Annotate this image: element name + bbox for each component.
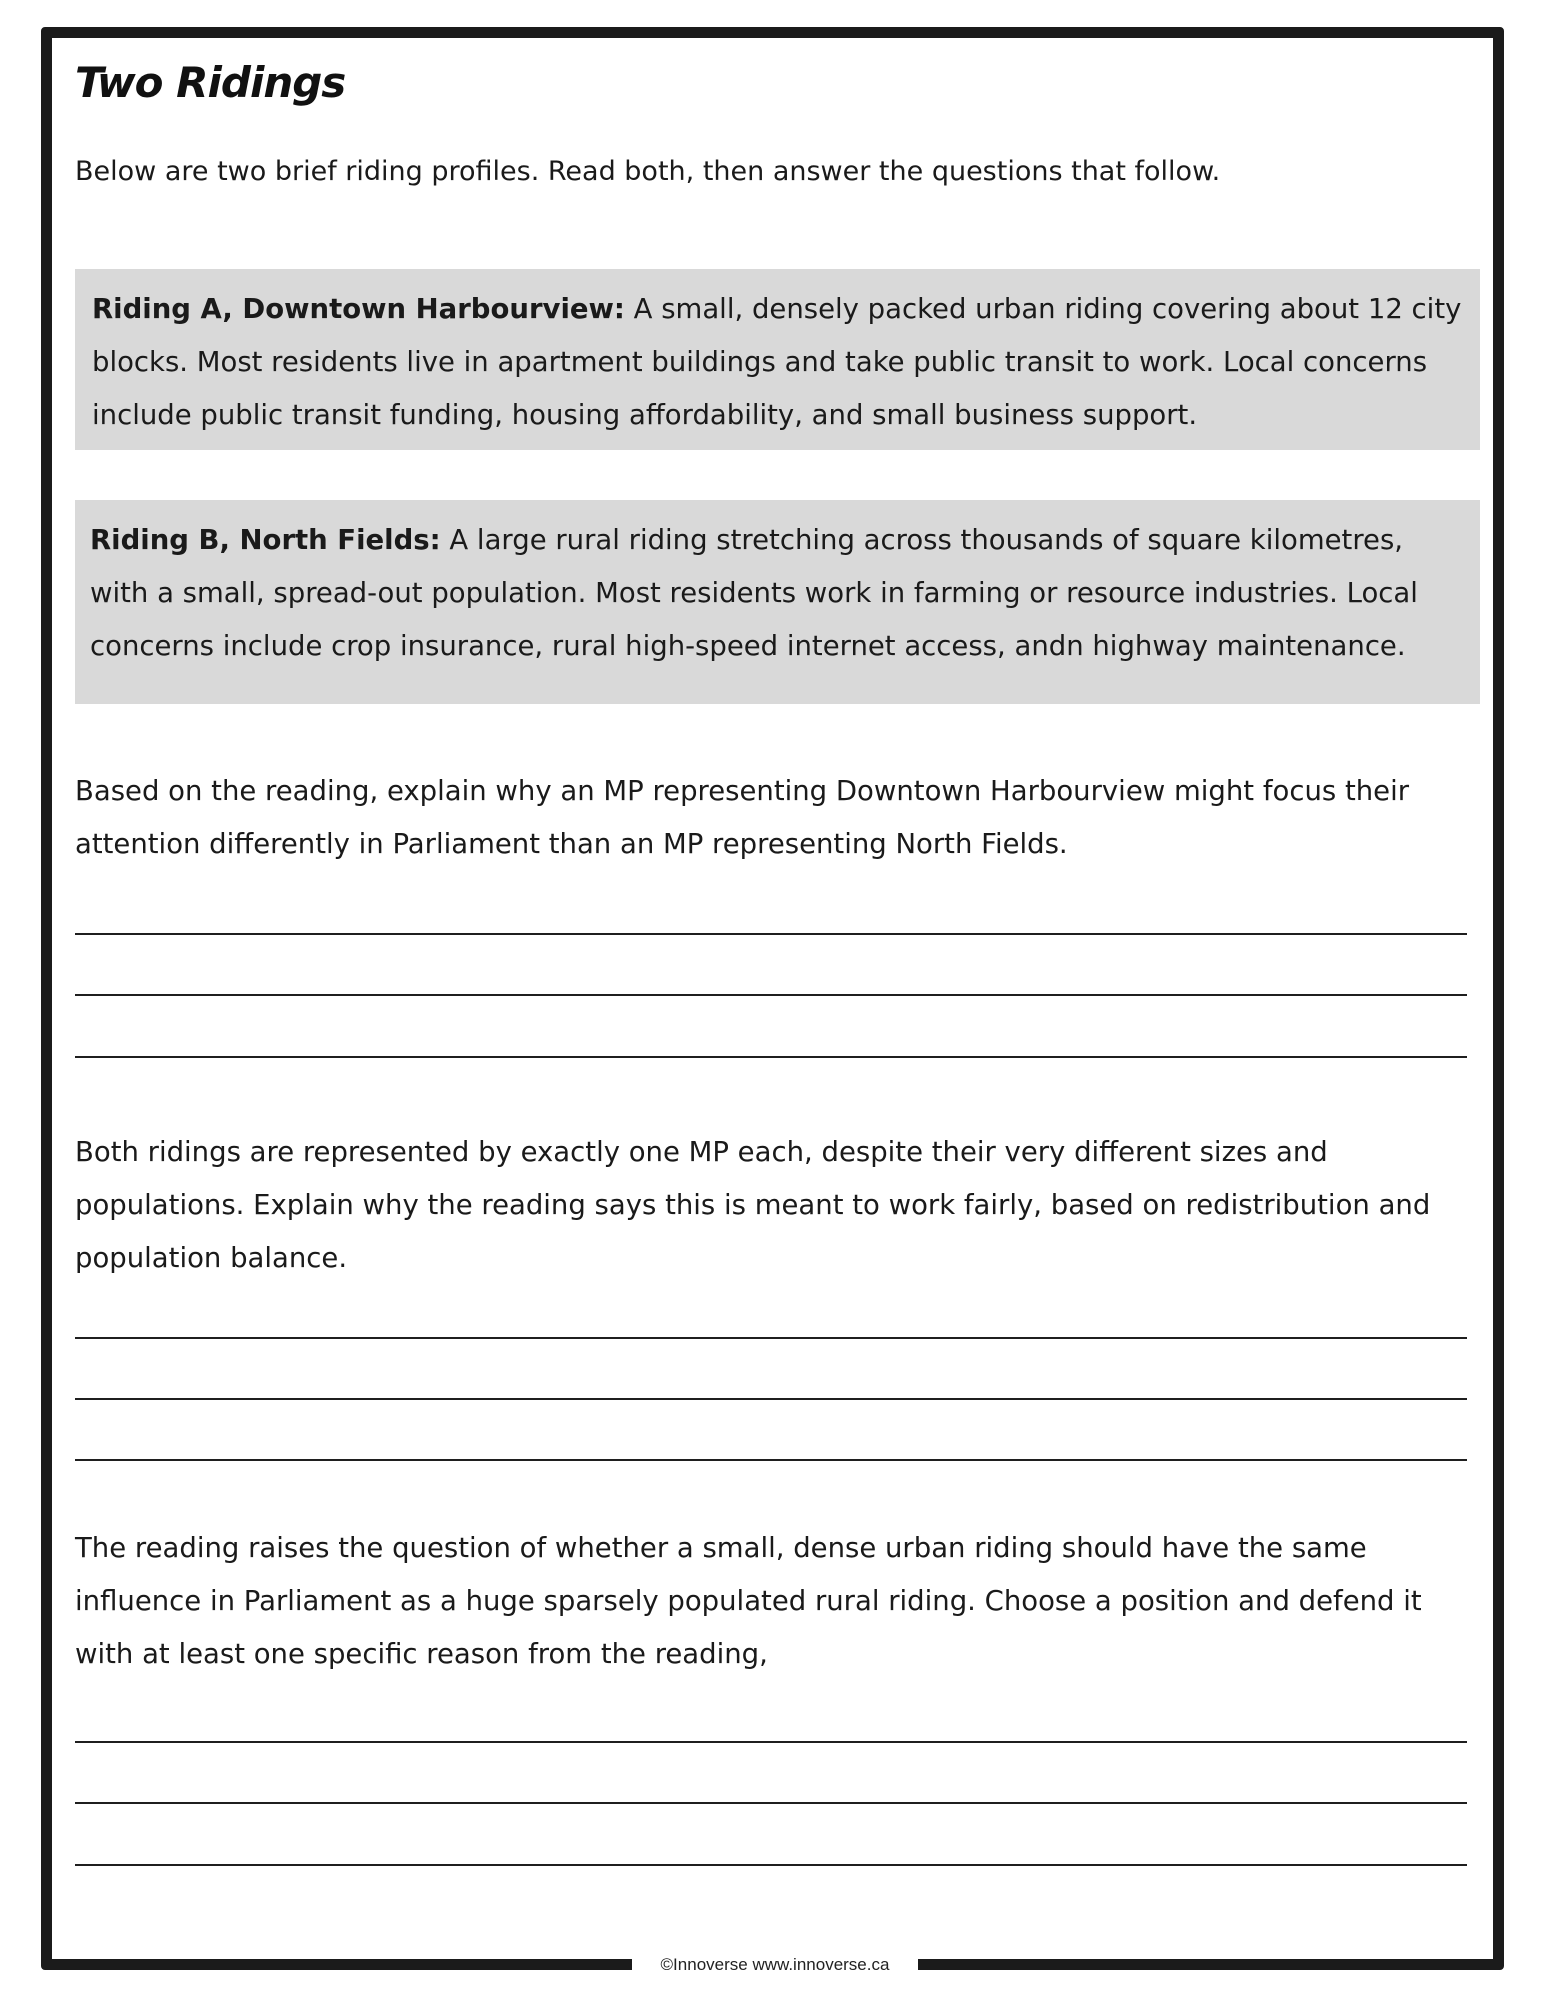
instructions: Below are two brief riding profiles. Read both, then answer the questions that follow. [75, 156, 1221, 187]
page-title: Two Ridings [75, 58, 346, 107]
riding-profile-b [75, 500, 1480, 704]
answer-line-q3-2[interactable] [75, 1802, 1467, 1804]
question-2: Both ridings are represented by exactly one MP each, despite their very different sizes and populations. Explain why the reading says this is meant to work fairly, based on redistribution and population balance. [75, 1136, 1431, 1274]
answer-line-q3-1[interactable] [75, 1741, 1467, 1743]
answer-line-q1-1[interactable] [75, 933, 1467, 935]
answer-line-q2-1[interactable] [75, 1337, 1467, 1339]
answer-line-q1-3[interactable] [75, 1056, 1467, 1058]
riding-b-description: A large rural riding stretching across thousands of square kilometres, with a small, spread-out population. Most residents work in farming or resource industries. Local concerns include crop insurance, rural high-speed internet access, andn highway maintenance. [90, 524, 1418, 662]
answer-line-q2-2[interactable] [75, 1398, 1467, 1400]
answer-line-q1-2[interactable] [75, 994, 1467, 996]
answer-line-q3-3[interactable] [75, 1864, 1467, 1866]
riding-b-label: Riding B, North Fields: [90, 524, 441, 556]
riding-a-label: Riding A, Downtown Harbourview: [92, 293, 625, 325]
answer-line-q2-3[interactable] [75, 1459, 1467, 1461]
riding-profile-a [75, 269, 1480, 450]
question-3: The reading raises the question of whether a small, dense urban riding should have the same influence in Parliament as a huge sparsely populated rural riding. Choose a position and defend it with at least one specific reason from the reading, [75, 1532, 1422, 1670]
question-1: Based on the reading, explain why an MP representing Downtown Harbourview might focus their attention differently in Parliament than an MP representing North Fields. [75, 775, 1410, 860]
footer-credit: ©Innoverse www.innoverse.ca [660, 1955, 890, 1974]
riding-a-description: A small, densely packed urban riding covering about 12 city blocks. Most residents live in apartment buildings and take public transit to work. Local concerns include public transit funding, housing affordability, and small business support. [92, 293, 1462, 431]
